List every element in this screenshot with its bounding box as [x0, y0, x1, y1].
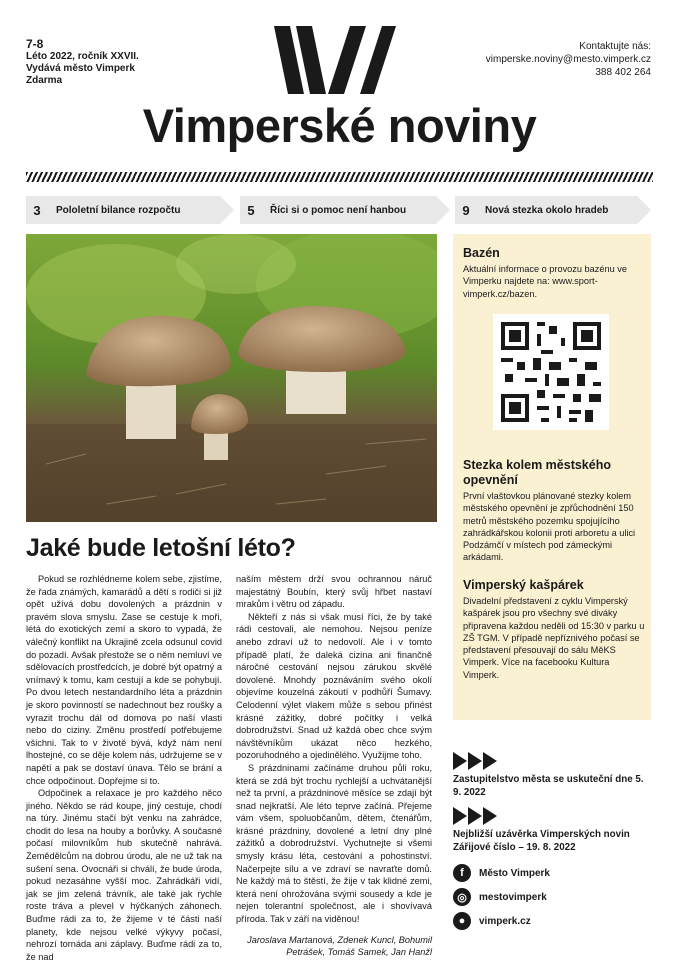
web-label: vimperk.cz — [479, 915, 531, 927]
sidebar-box — [453, 234, 651, 720]
event-text: Zastupitelstvo města se uskuteční dne 5. 9. 2022 — [453, 774, 644, 798]
social-web[interactable] — [453, 912, 651, 930]
teaser-label: Nová stezka okolo hradeb — [485, 204, 609, 216]
article-headline: Jaké bude letošní léto? — [26, 534, 296, 562]
contact-block — [486, 40, 651, 79]
issue-publisher: Vydává město Vimperk — [26, 63, 135, 74]
issue-meta — [26, 38, 139, 87]
qr-code-icon[interactable] — [493, 314, 609, 430]
teaser-item[interactable] — [455, 196, 637, 224]
teaser-label: Říci si o pomoc není hanbou — [270, 204, 407, 216]
teaser-item[interactable] — [240, 196, 436, 224]
teaser-item[interactable] — [26, 196, 220, 224]
paragraph: Pokud se rozhlédneme kolem sebe, zjistíme, že řada známých, kamarádů a dětí s rodiči si již opět užívá dobu dovolených a prázdnin v pravém slova smyslu. Zase se cestuje k moři, létá do exotických zemí a skoro to vypadá, že válečný konflikt na Ukrajině zcela odsunul covid do pozadí. Avšak přestože se o něm nemluví ve sdělovacích prostředcích, je dobré být opatrný a vnímavý k tomu, kam cestují a kde se pohybují. Po dvou letech nestandardního léta a prázdnin je skoro povinností se nadechnout bez roušky a vyrazit trochu dál od domova po naší vlasti nebo do ciziny. Změnu prostředí potřebujeme všichni. Tak to v životě bývá, když nám není lhostejné, co se děje kolem nás, udržujeme se v napětí a pak se dostaví únava. Tělo se brání a chce odpočinout. Dopřejme si to. — [26, 574, 222, 786]
puppet-title: Vimperský kašpárek — [463, 578, 584, 592]
article-column-1 — [26, 573, 222, 963]
teaser-label: Pololetní bilance rozpočtu — [56, 204, 181, 216]
contact-label: Kontaktujte nás: — [579, 41, 651, 52]
trail-text: První vlaštovkou plánované stezky kolem městského opevnění je zpřůchodnění 150 metrů městského pozemku spojujícího zahrádkářskou kolonii proti arboretu a ulici Podzámčí v místech pod zámeckými arkádami. — [463, 491, 636, 563]
sidebar-trail — [463, 458, 645, 564]
event-item — [453, 752, 651, 799]
mushroom-photo — [26, 234, 437, 522]
masthead-title: Vimperské noviny — [142, 99, 537, 152]
article-column-2 — [236, 573, 432, 959]
social-instagram[interactable] — [453, 888, 651, 906]
trail-title: Stezka kolem městského opevnění — [463, 458, 611, 487]
sidebar-puppet — [463, 578, 645, 681]
pool-title: Bazén — [463, 246, 500, 260]
instagram-label: mestovimperk — [479, 891, 547, 903]
event-item — [453, 807, 651, 854]
events-block — [453, 752, 651, 854]
teaser-page: 3 — [33, 202, 41, 218]
chevron-right-icon — [220, 196, 234, 224]
facebook-icon: f — [453, 864, 471, 882]
pool-text: Aktuální informace o provozu bazénu ve Vimperku najdete na: www.sport-vimperk.cz/bazen. — [463, 264, 627, 299]
issue-price: Zdarma — [26, 75, 63, 86]
teaser-page: 5 — [247, 202, 255, 218]
paragraph: Někteří z nás si však musí říci, že by také rádi cestovali, ale nemohou. Nejsou peníze anebo zdraví už to nedovolí. Ale i v tomto případě platí, že daleká cizina ani finančně náročné cestování nejsou zárukou skvělé dovolené. Mnohdy poznáváním svého okolí objevíme kouzelná zákoutí v podhůří Šumavy. Celodenní výlet vlakem může s sebou přinést krásné zážitky, dobré počítky i velká dobrodružství. Snad už každá obec chce svým návštěvníkům ukázat něco hezkého, pozoruhodného a ojedinělého. Využijme toho. — [236, 611, 432, 761]
paragraph: S prázdninami začínáme druhou půli roku, která se zdá být trochu rychlejší a uchvátanější než ta první, a prázdninové měsíce se zdají být snad nejkratší. Ale léto teprve začíná. Přejeme vám všem, spoluobčanům, dětem, čtenářům, krásné prázdniny, dovolené a letní dny plné zážitků a dobrodružství. Vychutnejte si všemi smysly krásu léta, cestování a pohostinství. Načerpejte sílu a ve zdraví se navraťte domů. Ne každý má to štěstí, že žije v tak klidné zemi, která není ohrožována svými sousedy a kde je nejen tolerantní společnost, ale i shovívavá příroda. Tak v září na viděnou! — [236, 762, 432, 925]
hatched-divider — [26, 172, 653, 182]
issue-number: 7-8 — [26, 37, 44, 51]
event-text: Nejbližší uzávěrka Vimperských novin Zářijové číslo – 19. 8. 2022 — [453, 829, 630, 853]
vimperk-logo — [270, 26, 400, 94]
contact-phone[interactable]: 388 402 264 — [595, 67, 651, 78]
paragraph: Odpočinek a relaxace je pro každého něco jiného. Někdo se rád koupe, jiný cestuje, chodí na túry. Jinému stačí být venku na zahrádce, chodit do lesa na houby a borůvky. A současné počasí milovníkům hub skutečně nahrává. Zemědělcům na dobrou úrodu, ale ne už tak na sušení sena. Ovocnáři si chválí, že bude úroda, pokud nezasáhne vyšší moc. Zahrádkáři vidí, jak se jim zelená trávník, ale také jak rychle roste tráva a plevel v hýčkaných záhonech. Buďme rádi za to, že žijeme v té části naší planety, kde nejsou velké výkyvy počasí, nehrozí tornáda ani záplavy. Buďme rádi za to, že nad — [26, 788, 222, 962]
chevron-right-icon — [436, 196, 450, 224]
sidebar-pool — [463, 246, 645, 300]
arrows-icon — [453, 807, 651, 825]
issue-edition: Léto 2022, ročník XXVII. — [26, 51, 139, 62]
instagram-icon: ◎ — [453, 888, 471, 906]
puppet-text: Divadelní představení z cyklu Vimperský kašpárek jsou pro všechny své diváky připravena každou neděli od 15:30 v parku u ZŠ TGM. V případě nepříznivého počasí se představení přesouvají do sálu MěKS Vimperk. Více na facebooku Kultura Vimperk. — [463, 596, 645, 680]
article-signature: Jaroslava Martanová, Zdenek Kuncl, Bohumil Petrášek, Tomáš Samek, Jan Hanžl — [247, 934, 432, 958]
teaser-page: 9 — [462, 202, 470, 218]
arrows-icon — [453, 752, 651, 770]
social-facebook[interactable] — [453, 864, 651, 882]
facebook-label: Město Vimperk — [479, 867, 550, 879]
paragraph: naším městem drží svou ochrannou náruč majestátný Boubín, který svůj hřbet nastaví mrakům i větru od západu. — [236, 574, 432, 610]
globe-icon: ● — [453, 912, 471, 930]
contact-email[interactable]: vimperske.noviny@mesto.vimperk.cz — [485, 54, 651, 65]
chevron-right-icon — [637, 196, 651, 224]
